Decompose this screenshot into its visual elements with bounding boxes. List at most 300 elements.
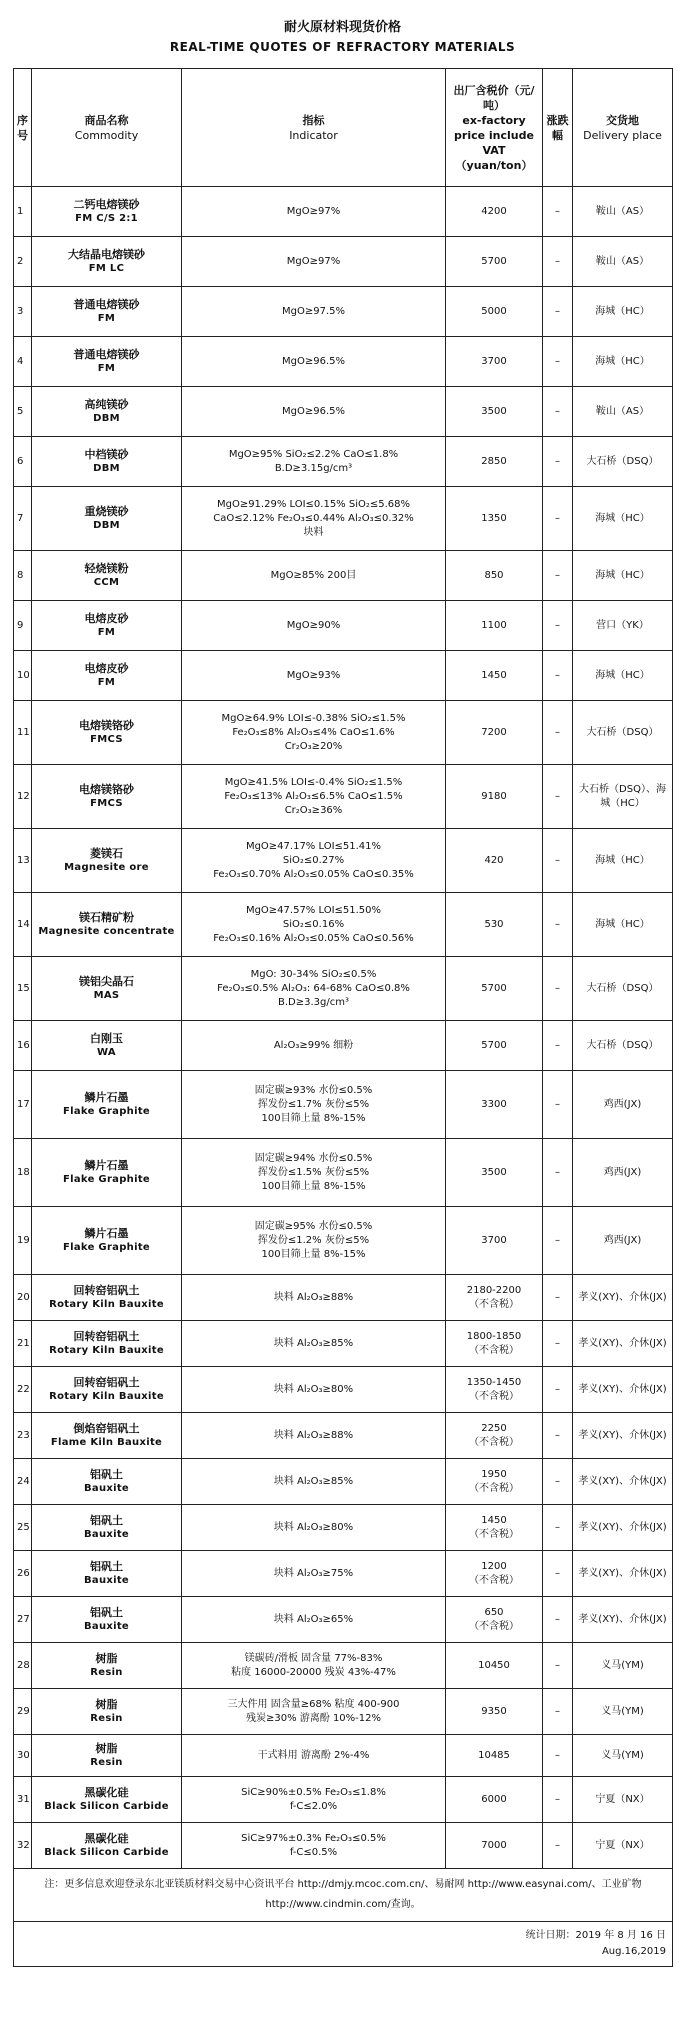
commodity-cn: 菱镁石 bbox=[90, 846, 123, 860]
row-place: 海城（HC） bbox=[573, 337, 673, 387]
row-no: 21 bbox=[14, 1321, 32, 1367]
row-price: 5700 bbox=[446, 1021, 543, 1071]
row-change: – bbox=[543, 1321, 573, 1367]
row-no: 32 bbox=[14, 1823, 32, 1869]
table-row bbox=[14, 1823, 673, 1869]
commodity-cn: 电熔皮砂 bbox=[84, 611, 129, 625]
row-place: 义马(YM) bbox=[573, 1689, 673, 1735]
table-row bbox=[14, 237, 673, 287]
row-place: 鞍山（AS） bbox=[573, 387, 673, 437]
row-commodity bbox=[32, 1367, 182, 1413]
row-change: – bbox=[543, 701, 573, 765]
row-price: 650 （不含税） bbox=[446, 1597, 543, 1643]
table-row bbox=[14, 957, 673, 1021]
commodity-cn: 树脂 bbox=[95, 1697, 118, 1711]
table-row bbox=[14, 387, 673, 437]
row-indicator: 固定碳≥93% 水份≤0.5% 挥发份≤1.7% 灰份≤5% 100目筛上量 8%-15% bbox=[182, 1071, 446, 1139]
row-price: 1450 （不含税） bbox=[446, 1505, 543, 1551]
commodity-cn: 普通电熔镁砂 bbox=[73, 297, 140, 311]
row-commodity bbox=[32, 1139, 182, 1207]
header-no: 序号 bbox=[14, 69, 32, 187]
row-commodity bbox=[32, 601, 182, 651]
row-no: 11 bbox=[14, 701, 32, 765]
row-indicator: MgO≥95% SiO₂≤2.2% CaO≤1.8% B.D≥3.15g/cm³ bbox=[182, 437, 446, 487]
row-change: – bbox=[543, 437, 573, 487]
row-place: 孝义(XY)、介休(JX) bbox=[573, 1321, 673, 1367]
row-no: 16 bbox=[14, 1021, 32, 1071]
row-no: 19 bbox=[14, 1207, 32, 1275]
row-place: 孝义(XY)、介休(JX) bbox=[573, 1459, 673, 1505]
row-price: 6000 bbox=[446, 1777, 543, 1823]
commodity-cn: 鳞片石墨 bbox=[84, 1226, 129, 1240]
row-indicator: 块料 Al₂O₃≥88% bbox=[182, 1413, 446, 1459]
row-commodity bbox=[32, 437, 182, 487]
row-price: 1100 bbox=[446, 601, 543, 651]
commodity-en: Magnesite concentrate bbox=[38, 925, 175, 937]
row-price: 420 bbox=[446, 829, 543, 893]
commodity-cn: 树脂 bbox=[95, 1741, 118, 1755]
row-no: 17 bbox=[14, 1071, 32, 1139]
header-place bbox=[573, 69, 673, 187]
commodity-en: DBM bbox=[93, 462, 120, 474]
commodity-cn: 二钙电熔镁砂 bbox=[73, 197, 140, 211]
row-commodity bbox=[32, 651, 182, 701]
table-row bbox=[14, 1021, 673, 1071]
commodity-en: Magnesite ore bbox=[64, 861, 149, 873]
row-change: – bbox=[543, 601, 573, 651]
commodity-cn: 回转窑铝矾土 bbox=[73, 1375, 140, 1389]
commodity-en: Flake Graphite bbox=[62, 1105, 150, 1117]
commodity-en: FM bbox=[97, 676, 116, 688]
row-commodity bbox=[32, 287, 182, 337]
row-indicator: MgO≥41.5% LOI≤-0.4% SiO₂≤1.5% Fe₂O₃≤13% Al₂O₃≤6.5% CaO≤1.5% Cr₂O₃≥36% bbox=[182, 765, 446, 829]
row-price: 7200 bbox=[446, 701, 543, 765]
title-cn: 耐火原材料现货价格 bbox=[283, 20, 401, 35]
row-indicator: 块料 Al₂O₃≥75% bbox=[182, 1551, 446, 1597]
row-place: 鸡西(JX) bbox=[573, 1071, 673, 1139]
row-change: – bbox=[543, 1021, 573, 1071]
header-commodity-cn: 商品名称 bbox=[84, 113, 129, 127]
row-commodity bbox=[32, 1689, 182, 1735]
table-row bbox=[14, 1689, 673, 1735]
table-row bbox=[14, 1505, 673, 1551]
row-price: 9350 bbox=[446, 1689, 543, 1735]
table-row bbox=[14, 337, 673, 387]
table-row bbox=[14, 1367, 673, 1413]
commodity-en: FM bbox=[97, 626, 116, 638]
table-row bbox=[14, 1207, 673, 1275]
row-place: 海城（HC） bbox=[573, 651, 673, 701]
row-place: 海城（HC） bbox=[573, 893, 673, 957]
commodity-cn: 普通电熔镁砂 bbox=[73, 347, 140, 361]
row-place: 孝义(XY)、介休(JX) bbox=[573, 1551, 673, 1597]
commodity-en: FMCS bbox=[90, 797, 123, 809]
row-indicator: 块料 Al₂O₃≥85% bbox=[182, 1459, 446, 1505]
table-row bbox=[14, 651, 673, 701]
commodity-cn: 回转窑铝矾土 bbox=[73, 1329, 140, 1343]
commodity-en: Black Silicon Carbide bbox=[44, 1846, 169, 1858]
row-commodity bbox=[32, 1505, 182, 1551]
commodity-en: WA bbox=[97, 1046, 116, 1058]
row-no: 20 bbox=[14, 1275, 32, 1321]
row-commodity bbox=[32, 957, 182, 1021]
row-no: 7 bbox=[14, 487, 32, 551]
row-place: 大石桥（DSQ） bbox=[573, 957, 673, 1021]
row-indicator: MgO≥97.5% bbox=[182, 287, 446, 337]
commodity-en: DBM bbox=[93, 412, 120, 424]
title-en: REAL-TIME QUOTES OF REFRACTORY MATERIALS bbox=[169, 40, 516, 54]
row-price: 1200 （不含税） bbox=[446, 1551, 543, 1597]
row-no: 23 bbox=[14, 1413, 32, 1459]
header-commodity-en: Commodity bbox=[74, 128, 139, 142]
row-place: 大石桥（DSQ）、海城（HC） bbox=[573, 765, 673, 829]
commodity-cn: 重烧镁砂 bbox=[84, 504, 129, 518]
row-change: – bbox=[543, 651, 573, 701]
table-row bbox=[14, 1459, 673, 1505]
row-price: 2250 （不含税） bbox=[446, 1413, 543, 1459]
row-place: 营口（YK） bbox=[573, 601, 673, 651]
commodity-en: Bauxite bbox=[83, 1528, 130, 1540]
stat-row bbox=[14, 1922, 673, 1967]
header-place-en: Delivery place bbox=[583, 128, 662, 142]
row-indicator: MgO≥47.57% LOI≤51.50% SiO₂≤0.16% Fe₂O₃≤0.16% Al₂O₃≤0.05% CaO≤0.56% bbox=[182, 893, 446, 957]
header-indicator-cn: 指标 bbox=[302, 113, 325, 127]
row-place: 鸡西(JX) bbox=[573, 1207, 673, 1275]
row-commodity bbox=[32, 893, 182, 957]
row-place: 海城（HC） bbox=[573, 551, 673, 601]
row-change: – bbox=[543, 1689, 573, 1735]
row-no: 3 bbox=[14, 287, 32, 337]
row-commodity bbox=[32, 237, 182, 287]
header-place-cn: 交货地 bbox=[606, 113, 639, 127]
commodity-en: CCM bbox=[93, 576, 120, 588]
table-row bbox=[14, 1071, 673, 1139]
commodity-cn: 回转窑铝矾土 bbox=[73, 1283, 140, 1297]
row-change: – bbox=[543, 187, 573, 237]
row-change: – bbox=[543, 829, 573, 893]
table-row bbox=[14, 1551, 673, 1597]
table-row bbox=[14, 765, 673, 829]
price-sheet bbox=[13, 10, 672, 1967]
row-change: – bbox=[543, 1597, 573, 1643]
row-no: 28 bbox=[14, 1643, 32, 1689]
row-indicator: MgO≥90% bbox=[182, 601, 446, 651]
row-price: 2850 bbox=[446, 437, 543, 487]
row-indicator: 块料 Al₂O₃≥80% bbox=[182, 1505, 446, 1551]
row-no: 27 bbox=[14, 1597, 32, 1643]
commodity-cn: 鳞片石墨 bbox=[84, 1158, 129, 1172]
row-indicator: 块料 Al₂O₃≥88% bbox=[182, 1275, 446, 1321]
row-no: 14 bbox=[14, 893, 32, 957]
commodity-en: Resin bbox=[90, 1756, 123, 1768]
commodity-en: Flake Graphite bbox=[62, 1173, 150, 1185]
commodity-cn: 铝矾土 bbox=[90, 1559, 123, 1573]
table-row bbox=[14, 829, 673, 893]
row-no: 30 bbox=[14, 1735, 32, 1777]
row-place: 孝义(XY)、介休(JX) bbox=[573, 1597, 673, 1643]
table-row bbox=[14, 287, 673, 337]
row-change: – bbox=[543, 1275, 573, 1321]
commodity-cn: 高纯镁砂 bbox=[84, 397, 129, 411]
row-commodity bbox=[32, 187, 182, 237]
row-change: – bbox=[543, 487, 573, 551]
row-change: – bbox=[543, 237, 573, 287]
row-change: – bbox=[543, 893, 573, 957]
row-price: 4200 bbox=[446, 187, 543, 237]
row-change: – bbox=[543, 1643, 573, 1689]
commodity-cn: 镁石精矿粉 bbox=[79, 910, 134, 924]
commodity-cn: 铝矾土 bbox=[90, 1605, 123, 1619]
row-price: 1950 （不含税） bbox=[446, 1459, 543, 1505]
row-no: 24 bbox=[14, 1459, 32, 1505]
row-price: 1350 bbox=[446, 487, 543, 551]
commodity-en: Rotary Kiln Bauxite bbox=[49, 1390, 164, 1402]
row-price: 1800-1850 （不含税） bbox=[446, 1321, 543, 1367]
row-change: – bbox=[543, 1207, 573, 1275]
row-indicator: MgO: 30-34% SiO₂≤0.5% Fe₂O₃≤0.5% Al₂O₃: 64-68% CaO≤0.8% B.D≥3.3g/cm³ bbox=[182, 957, 446, 1021]
row-change: – bbox=[543, 551, 573, 601]
commodity-en: Bauxite bbox=[83, 1620, 130, 1632]
row-change: – bbox=[543, 337, 573, 387]
row-no: 8 bbox=[14, 551, 32, 601]
row-no: 9 bbox=[14, 601, 32, 651]
quotes-table bbox=[13, 68, 673, 1967]
row-no: 31 bbox=[14, 1777, 32, 1823]
commodity-cn: 鳞片石墨 bbox=[84, 1090, 129, 1104]
row-indicator: MgO≥47.17% LOI≤51.41% SiO₂≤0.27% Fe₂O₃≤0.70% Al₂O₃≤0.05% CaO≤0.35% bbox=[182, 829, 446, 893]
header-commodity bbox=[32, 69, 182, 187]
row-place: 义马(YM) bbox=[573, 1735, 673, 1777]
row-price: 9180 bbox=[446, 765, 543, 829]
row-price: 1350-1450 （不含税） bbox=[446, 1367, 543, 1413]
row-change: – bbox=[543, 1071, 573, 1139]
row-commodity bbox=[32, 487, 182, 551]
commodity-cn: 电熔皮砂 bbox=[84, 661, 129, 675]
row-price: 3500 bbox=[446, 387, 543, 437]
commodity-cn: 倒焰窑铝矾土 bbox=[73, 1421, 140, 1435]
row-indicator: MgO≥64.9% LOI≤-0.38% SiO₂≤1.5% Fe₂O₃≤8% Al₂O₃≤4% CaO≤1.6% Cr₂O₃≥20% bbox=[182, 701, 446, 765]
commodity-en: Resin bbox=[90, 1712, 123, 1724]
commodity-en: Rotary Kiln Bauxite bbox=[49, 1298, 164, 1310]
row-price: 2180-2200 （不含税） bbox=[446, 1275, 543, 1321]
row-indicator: 块料 Al₂O₃≥65% bbox=[182, 1597, 446, 1643]
row-place: 孝义(XY)、介休(JX) bbox=[573, 1367, 673, 1413]
row-no: 25 bbox=[14, 1505, 32, 1551]
commodity-en: Bauxite bbox=[83, 1482, 130, 1494]
commodity-cn: 大结晶电熔镁砂 bbox=[68, 247, 145, 261]
row-place: 宁夏（NX） bbox=[573, 1777, 673, 1823]
commodity-en: FM C/S 2:1 bbox=[75, 212, 138, 224]
row-place: 鞍山（AS） bbox=[573, 187, 673, 237]
row-price: 5700 bbox=[446, 237, 543, 287]
commodity-cn: 中档镁砂 bbox=[84, 447, 129, 461]
row-indicator: MgO≥96.5% bbox=[182, 387, 446, 437]
row-place: 鞍山（AS） bbox=[573, 237, 673, 287]
row-price: 3700 bbox=[446, 1207, 543, 1275]
header-indicator bbox=[182, 69, 446, 187]
commodity-cn: 镁铝尖晶石 bbox=[79, 974, 134, 988]
row-no: 13 bbox=[14, 829, 32, 893]
row-no: 5 bbox=[14, 387, 32, 437]
row-indicator: Al₂O₃≥99% 细粉 bbox=[182, 1021, 446, 1071]
commodity-en: Flame Kiln Bauxite bbox=[50, 1436, 163, 1448]
row-indicator: 块料 Al₂O₃≥85% bbox=[182, 1321, 446, 1367]
row-no: 1 bbox=[14, 187, 32, 237]
row-commodity bbox=[32, 1777, 182, 1823]
row-place: 孝义(XY)、介休(JX) bbox=[573, 1413, 673, 1459]
commodity-cn: 黑碳化硅 bbox=[84, 1785, 129, 1799]
row-change: – bbox=[543, 765, 573, 829]
row-commodity bbox=[32, 1459, 182, 1505]
header-change: 涨跌幅 bbox=[543, 69, 573, 187]
note-row bbox=[14, 1869, 673, 1922]
commodity-cn: 轻烧镁粉 bbox=[84, 561, 129, 575]
row-change: – bbox=[543, 1413, 573, 1459]
row-indicator: 固定碳≥95% 水份≤0.5% 挥发份≤1.2% 灰份≤5% 100目筛上量 8%-15% bbox=[182, 1207, 446, 1275]
row-place: 海城（HC） bbox=[573, 487, 673, 551]
row-commodity bbox=[32, 1021, 182, 1071]
row-change: – bbox=[543, 1459, 573, 1505]
row-change: – bbox=[543, 1505, 573, 1551]
row-price: 530 bbox=[446, 893, 543, 957]
table-row bbox=[14, 437, 673, 487]
row-price: 3700 bbox=[446, 337, 543, 387]
row-indicator: MgO≥97% bbox=[182, 187, 446, 237]
commodity-en: Resin bbox=[90, 1666, 123, 1678]
row-indicator: 镁碳砖/滑板 固含量 77%-83% 粘度 16000-20000 残炭 43%-47% bbox=[182, 1643, 446, 1689]
row-place: 大石桥（DSQ） bbox=[573, 1021, 673, 1071]
row-indicator: SiC≥97%±0.3% Fe₂O₃≤0.5% f-C≤0.5% bbox=[182, 1823, 446, 1869]
stat-date-cn: 统计日期：2019 年 8 月 16 日 bbox=[525, 1930, 666, 1941]
header-price: 出厂含税价（元/吨） ex-factory price include VAT（yuan/ton） bbox=[446, 69, 543, 187]
row-change: – bbox=[543, 1777, 573, 1823]
table-body bbox=[14, 187, 673, 1869]
row-no: 2 bbox=[14, 237, 32, 287]
table-row bbox=[14, 1735, 673, 1777]
row-commodity bbox=[32, 1275, 182, 1321]
row-change: – bbox=[543, 1139, 573, 1207]
table-row bbox=[14, 1777, 673, 1823]
row-price: 3500 bbox=[446, 1139, 543, 1207]
header-row bbox=[14, 69, 673, 187]
table-row bbox=[14, 1275, 673, 1321]
commodity-en: Black Silicon Carbide bbox=[44, 1800, 169, 1812]
row-indicator: MgO≥85% 200目 bbox=[182, 551, 446, 601]
row-commodity bbox=[32, 337, 182, 387]
row-commodity bbox=[32, 1823, 182, 1869]
row-commodity bbox=[32, 551, 182, 601]
row-place: 大石桥（DSQ） bbox=[573, 437, 673, 487]
row-commodity bbox=[32, 1735, 182, 1777]
stat-date bbox=[14, 1922, 673, 1967]
row-commodity bbox=[32, 1643, 182, 1689]
table-row bbox=[14, 1321, 673, 1367]
row-change: – bbox=[543, 387, 573, 437]
row-commodity bbox=[32, 1597, 182, 1643]
row-indicator: MgO≥93% bbox=[182, 651, 446, 701]
row-place: 宁夏（NX） bbox=[573, 1823, 673, 1869]
row-indicator: 固定碳≥94% 水份≤0.5% 挥发份≤1.5% 灰份≤5% 100目筛上量 8%-15% bbox=[182, 1139, 446, 1207]
table-row bbox=[14, 1139, 673, 1207]
row-change: – bbox=[543, 1551, 573, 1597]
row-price: 5000 bbox=[446, 287, 543, 337]
row-place: 海城（HC） bbox=[573, 829, 673, 893]
row-no: 29 bbox=[14, 1689, 32, 1735]
row-no: 26 bbox=[14, 1551, 32, 1597]
table-row bbox=[14, 1597, 673, 1643]
commodity-cn: 黑碳化硅 bbox=[84, 1831, 129, 1845]
table-row bbox=[14, 1643, 673, 1689]
row-indicator: SiC≥90%±0.5% Fe₂O₃≤1.8% f-C≤2.0% bbox=[182, 1777, 446, 1823]
commodity-cn: 树脂 bbox=[95, 1651, 118, 1665]
row-commodity bbox=[32, 1321, 182, 1367]
commodity-cn: 电熔镁铬砂 bbox=[79, 782, 134, 796]
row-commodity bbox=[32, 1071, 182, 1139]
row-commodity bbox=[32, 387, 182, 437]
table-row bbox=[14, 187, 673, 237]
row-price: 1450 bbox=[446, 651, 543, 701]
row-indicator: MgO≥96.5% bbox=[182, 337, 446, 387]
commodity-cn: 电熔镁铬砂 bbox=[79, 718, 134, 732]
row-commodity bbox=[32, 1551, 182, 1597]
commodity-en: FM LC bbox=[88, 262, 125, 274]
commodity-cn: 铝矾土 bbox=[90, 1467, 123, 1481]
commodity-en: MAS bbox=[93, 989, 120, 1001]
table-row bbox=[14, 1413, 673, 1459]
title-block bbox=[13, 18, 672, 56]
row-price: 850 bbox=[446, 551, 543, 601]
row-commodity bbox=[32, 1413, 182, 1459]
commodity-cn: 白刚玉 bbox=[90, 1031, 123, 1045]
commodity-en: FM bbox=[97, 312, 116, 324]
row-commodity bbox=[32, 829, 182, 893]
row-no: 22 bbox=[14, 1367, 32, 1413]
table-row bbox=[14, 601, 673, 651]
row-no: 18 bbox=[14, 1139, 32, 1207]
row-indicator: MgO≥97% bbox=[182, 237, 446, 287]
row-price: 5700 bbox=[446, 957, 543, 1021]
stat-date-en: Aug.16,2019 bbox=[601, 1946, 666, 1957]
commodity-en: Flake Graphite bbox=[62, 1241, 150, 1253]
row-change: – bbox=[543, 1823, 573, 1869]
commodity-en: FM bbox=[97, 362, 116, 374]
row-place: 孝义(XY)、介休(JX) bbox=[573, 1505, 673, 1551]
row-price: 3300 bbox=[446, 1071, 543, 1139]
commodity-cn: 铝矾土 bbox=[90, 1513, 123, 1527]
table-row bbox=[14, 487, 673, 551]
row-no: 10 bbox=[14, 651, 32, 701]
row-place: 鸡西(JX) bbox=[573, 1139, 673, 1207]
row-change: – bbox=[543, 957, 573, 1021]
row-no: 12 bbox=[14, 765, 32, 829]
row-commodity bbox=[32, 765, 182, 829]
footnote: 注：更多信息欢迎登录东北亚镁质材料交易中心资讯平台 http://dmjy.mcoc.com.cn/、易耐网 http://www.easynai.com/、工业矿物 http://www.cindmin.com/查询。 bbox=[14, 1869, 673, 1922]
row-place: 海城（HC） bbox=[573, 287, 673, 337]
row-indicator: 块料 Al₂O₃≥80% bbox=[182, 1367, 446, 1413]
commodity-en: DBM bbox=[93, 519, 120, 531]
commodity-en: FMCS bbox=[90, 733, 123, 745]
table-row bbox=[14, 701, 673, 765]
row-no: 6 bbox=[14, 437, 32, 487]
row-commodity bbox=[32, 1207, 182, 1275]
row-indicator: 三大件用 固含量≥68% 粘度 400-900 残炭≥30% 游离酚 10%-12% bbox=[182, 1689, 446, 1735]
row-change: – bbox=[543, 1367, 573, 1413]
row-indicator: MgO≥91.29% LOI≤0.15% SiO₂≤5.68% CaO≤2.12% Fe₂O₃≤0.44% Al₂O₃≤0.32% 块料 bbox=[182, 487, 446, 551]
row-place: 孝义(XY)、介休(JX) bbox=[573, 1275, 673, 1321]
row-change: – bbox=[543, 287, 573, 337]
row-price: 10450 bbox=[446, 1643, 543, 1689]
table-row bbox=[14, 893, 673, 957]
